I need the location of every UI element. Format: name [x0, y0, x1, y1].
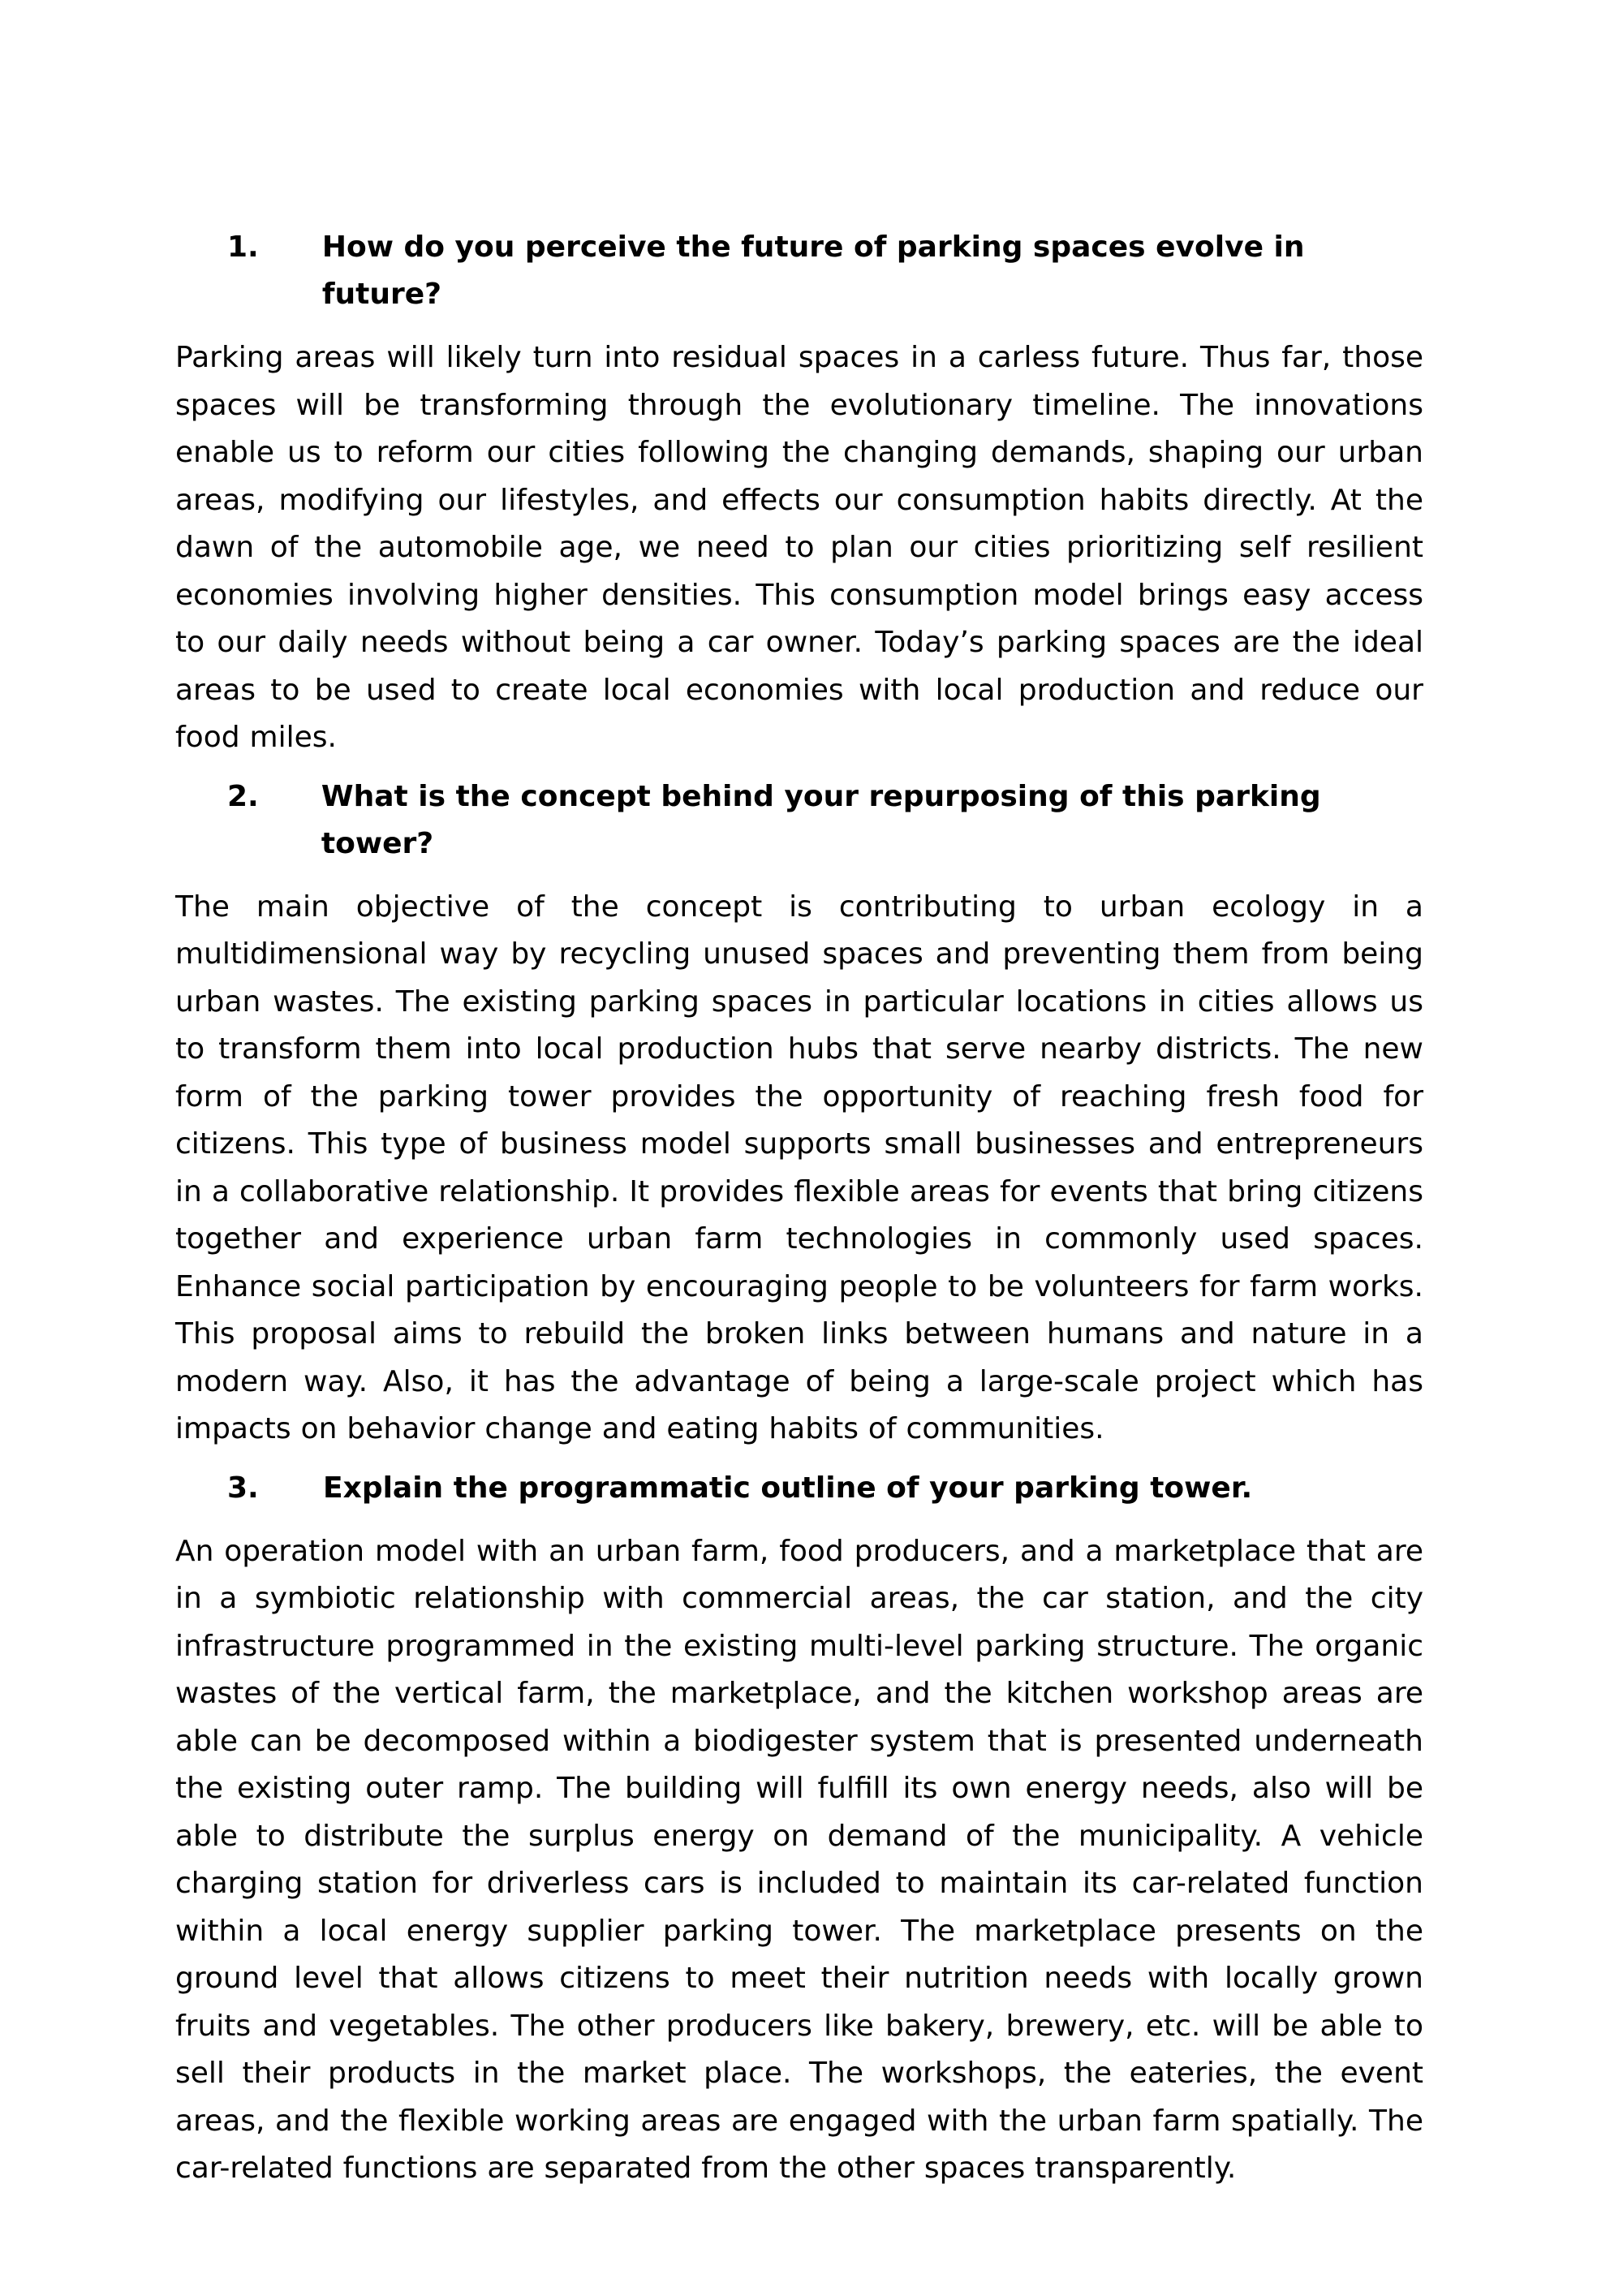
question-text: What is the concept behind your repurposing of this parking tower?: [321, 779, 1321, 860]
document-body: [175, 224, 1423, 2193]
question-number: 2.: [227, 779, 259, 813]
question-text: How do you perceive the future of parking spaces evolve in future?: [321, 230, 1305, 311]
question-heading-1: [175, 224, 1423, 318]
question-heading-3: [175, 1465, 1423, 1512]
answer-paragraph-1: Parking areas will likely turn into residual spaces in a carless future. Thus far, those spaces will be transforming through the evolutionary timeline. The innovations enable us to reform our cities following the changing demands, shaping our urban areas, modifying our lifestyles, and effects our consumption habits directly. At the dawn of the automobile age, we need to plan our cities prioritizing self resilient economies involving higher densities. This consumption model brings easy access to our daily needs without being a car owner. Today’s parking spaces are the ideal areas to be used to create local economies with local production and reduce our food miles.: [175, 341, 1423, 754]
answer-paragraph-2: The main objective of the concept is contributing to urban ecology in a multidimensional way by recycling unused spaces and preventing them from being urban wastes. The existing parking spaces in particular locations in cities allows us to transform them into local production hubs that serve nearby districts. The new form of the parking tower provides the opportunity of reaching fresh food for citizens. This type of business model supports small businesses and entrepreneurs in a collaborative relationship. It provides flexible areas for events that bring citizens together and experience urban farm technologies in commonly used spaces. Enhance social participation by encouraging people to be volunteers for farm works. This proposal aims to rebuild the broken links between humans and nature in a modern way. Also, it has the advantage of being a large-scale project which has impacts on behavior change and eating habits of communities.: [175, 890, 1423, 1445]
question-heading-2: [175, 773, 1423, 868]
answer-paragraph-3: An operation model with an urban farm, food producers, and a marketplace that are in a symbiotic relationship with commercial areas, the car station, and the city infrastructure programmed in the existing multi-level parking structure. The organic wastes of the vertical farm, the marketplace, and the kitchen workshop areas are able can be decomposed within a biodigester system that is presented underneath the existing outer ramp. The building will fulfill its own energy needs, also will be able to distribute the surplus energy on demand of the municipality. A vehicle charging station for driverless cars is included to maintain its car-related function within a local energy supplier parking tower. The marketplace presents on the ground level that allows citizens to meet their nutrition needs with locally grown fruits and vegetables. The other producers like bakery, brewery, etc. will be able to sell their products in the market place. The workshops, the eateries, the event areas, and the flexible working areas are engaged with the urban farm spatially. The car-related functions are separated from the other spaces transparently.: [175, 1534, 1423, 2185]
question-number: 1.: [227, 230, 259, 264]
question-text: Explain the programmatic outline of your parking tower.: [323, 1471, 1253, 1505]
question-number: 3.: [227, 1471, 259, 1505]
